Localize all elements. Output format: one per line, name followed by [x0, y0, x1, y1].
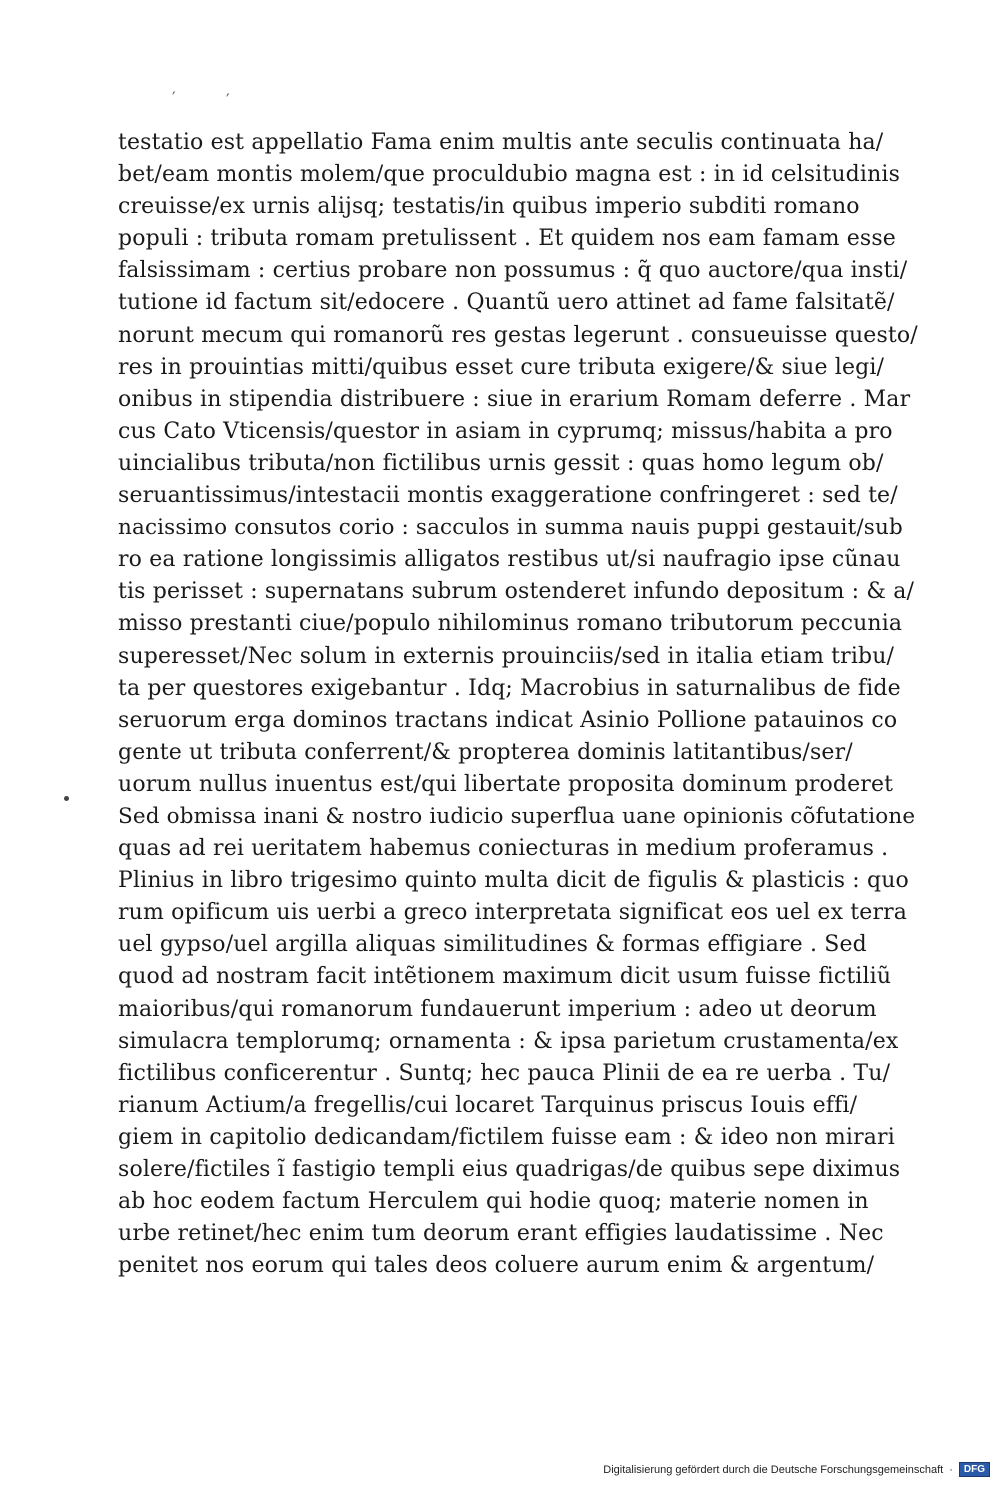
text-line: nacissimo consutos corio : sacculos in summa nauis puppi gestauit/sub	[118, 515, 903, 541]
text-line: quas ad rei ueritatem habemus coniecturas in medium proferamus .	[118, 836, 889, 862]
text-line: quod ad nostram facit intẽtionem maximum dicit usum fuisse fictiliũ	[118, 964, 892, 990]
text-line: rum opificum uis uerbi a greco interpretata significat eos uel ex terra	[118, 900, 908, 926]
text-line: cus Cato Vticensis/questor in asiam in cyprumq; missus/habita a pro	[118, 418, 893, 444]
text-line: res in prouintias mitti/quibus esset cure tributa exigere/& siue legi/	[118, 354, 885, 380]
text-line: bet/eam montis molem/que proculdubio magna est : in id celsitudinis	[118, 162, 901, 188]
text-line: ta per questores exigebantur . Idq; Macrobius in saturnalibus de fide	[118, 675, 901, 701]
text-line: creuisse/ex urnis alijsq; testatis/in quibus imperio subditi romano	[118, 194, 860, 220]
text-line: onibus in stipendia distribuere : siue in erarium Romam deferre . Mar	[118, 386, 911, 412]
footer	[603, 1462, 990, 1477]
text-line: penitet nos eorum qui tales deos coluere aurum enim & argentum/	[118, 1253, 875, 1279]
text-line: uel gypso/uel argilla aliquas similitudines & formas effigiare . Sed	[118, 932, 867, 958]
margin-mark: ′	[172, 88, 176, 107]
body-text	[118, 127, 918, 1282]
text-line: ro ea ratione longissimis alligatos restibus ut/si naufragio ipse cũnau	[118, 547, 901, 573]
text-line: urbe retinet/hec enim tum deorum erant effigies laudatissime . Nec	[118, 1221, 884, 1247]
dfg-logo: DFG	[959, 1462, 990, 1477]
text-line: Plinius in libro trigesimo quinto multa dicit de figulis & plasticis : quo	[118, 868, 909, 894]
text-line: tis perisset : supernatans subrum ostenderet infundo depositum : & a/	[118, 579, 915, 605]
text-line: rianum Actium/a fregellis/cui locaret Tarquinus priscus Iouis effi/	[118, 1092, 858, 1118]
text-line: solere/fictiles ĩ fastigio templi eius quadrigas/de quibus sepe diximus	[118, 1157, 901, 1182]
text-line: giem in capitolio dedicandam/fictilem fuisse eam : & ideo non mirari	[118, 1124, 895, 1150]
text-line: populi : tributa romam pretulissent . Et quidem nos eam famam esse	[118, 226, 896, 252]
separator: ·	[949, 1463, 953, 1476]
text-line: testatio est appellatio Fama enim multis ante seculis continuata ha/	[118, 130, 884, 155]
text-line: tutione id factum sit/edocere . Quantũ uero attinet ad fame falsitatẽ/	[118, 290, 895, 316]
text-line: uincialibus tributa/non fictilibus urnis gessit : quas homo legum ob/	[118, 450, 884, 476]
text-line: misso prestanti ciue/populo nihilominus romano tributorum peccunia	[118, 611, 903, 637]
text-line: seruorum erga dominos tractans indicat Asinio Pollione patauinos co	[118, 707, 898, 733]
text-line: uorum nullus inuentus est/qui libertate proposita dominum proderet	[118, 771, 894, 797]
text-line: norunt mecum qui romanorũ res gestas legerunt . consueuisse questo/	[118, 322, 918, 348]
text-line: maioribus/qui romanorum fundauerunt imperium : adeo ut deorum	[118, 996, 877, 1022]
text-line: fictilibus conficerentur . Suntq; hec pauca Plinii de ea re uerba . Tu/	[118, 1060, 891, 1086]
ink-speck	[64, 796, 69, 801]
text-line: falsissimam : certius probare non possumus : q̃ quo auctore/qua insti/	[118, 258, 908, 284]
funding-notice: Digitalisierung gefördert durch die Deutsche Forschungsgemeinschaft	[603, 1463, 944, 1476]
text-line: Sed obmissa inani & nostro iudicio superflua uane opinionis cõfutatione	[118, 803, 916, 829]
text-line: seruantissimus/intestacii montis exaggeratione confringeret : sed te/	[118, 483, 898, 509]
text-line: simulacra templorumq; ornamenta : & ipsa parietum crustamenta/ex	[118, 1028, 899, 1054]
text-line: gente ut tributa conferrent/& propterea dominis latitantibus/ser/	[118, 739, 853, 765]
text-line: superesset/Nec solum in externis prouinciis/sed in italia etiam tribu/	[118, 643, 895, 669]
margin-mark: ′	[226, 90, 230, 109]
text-line: ab hoc eodem factum Herculem qui hodie quoq; materie nomen in	[118, 1189, 869, 1215]
